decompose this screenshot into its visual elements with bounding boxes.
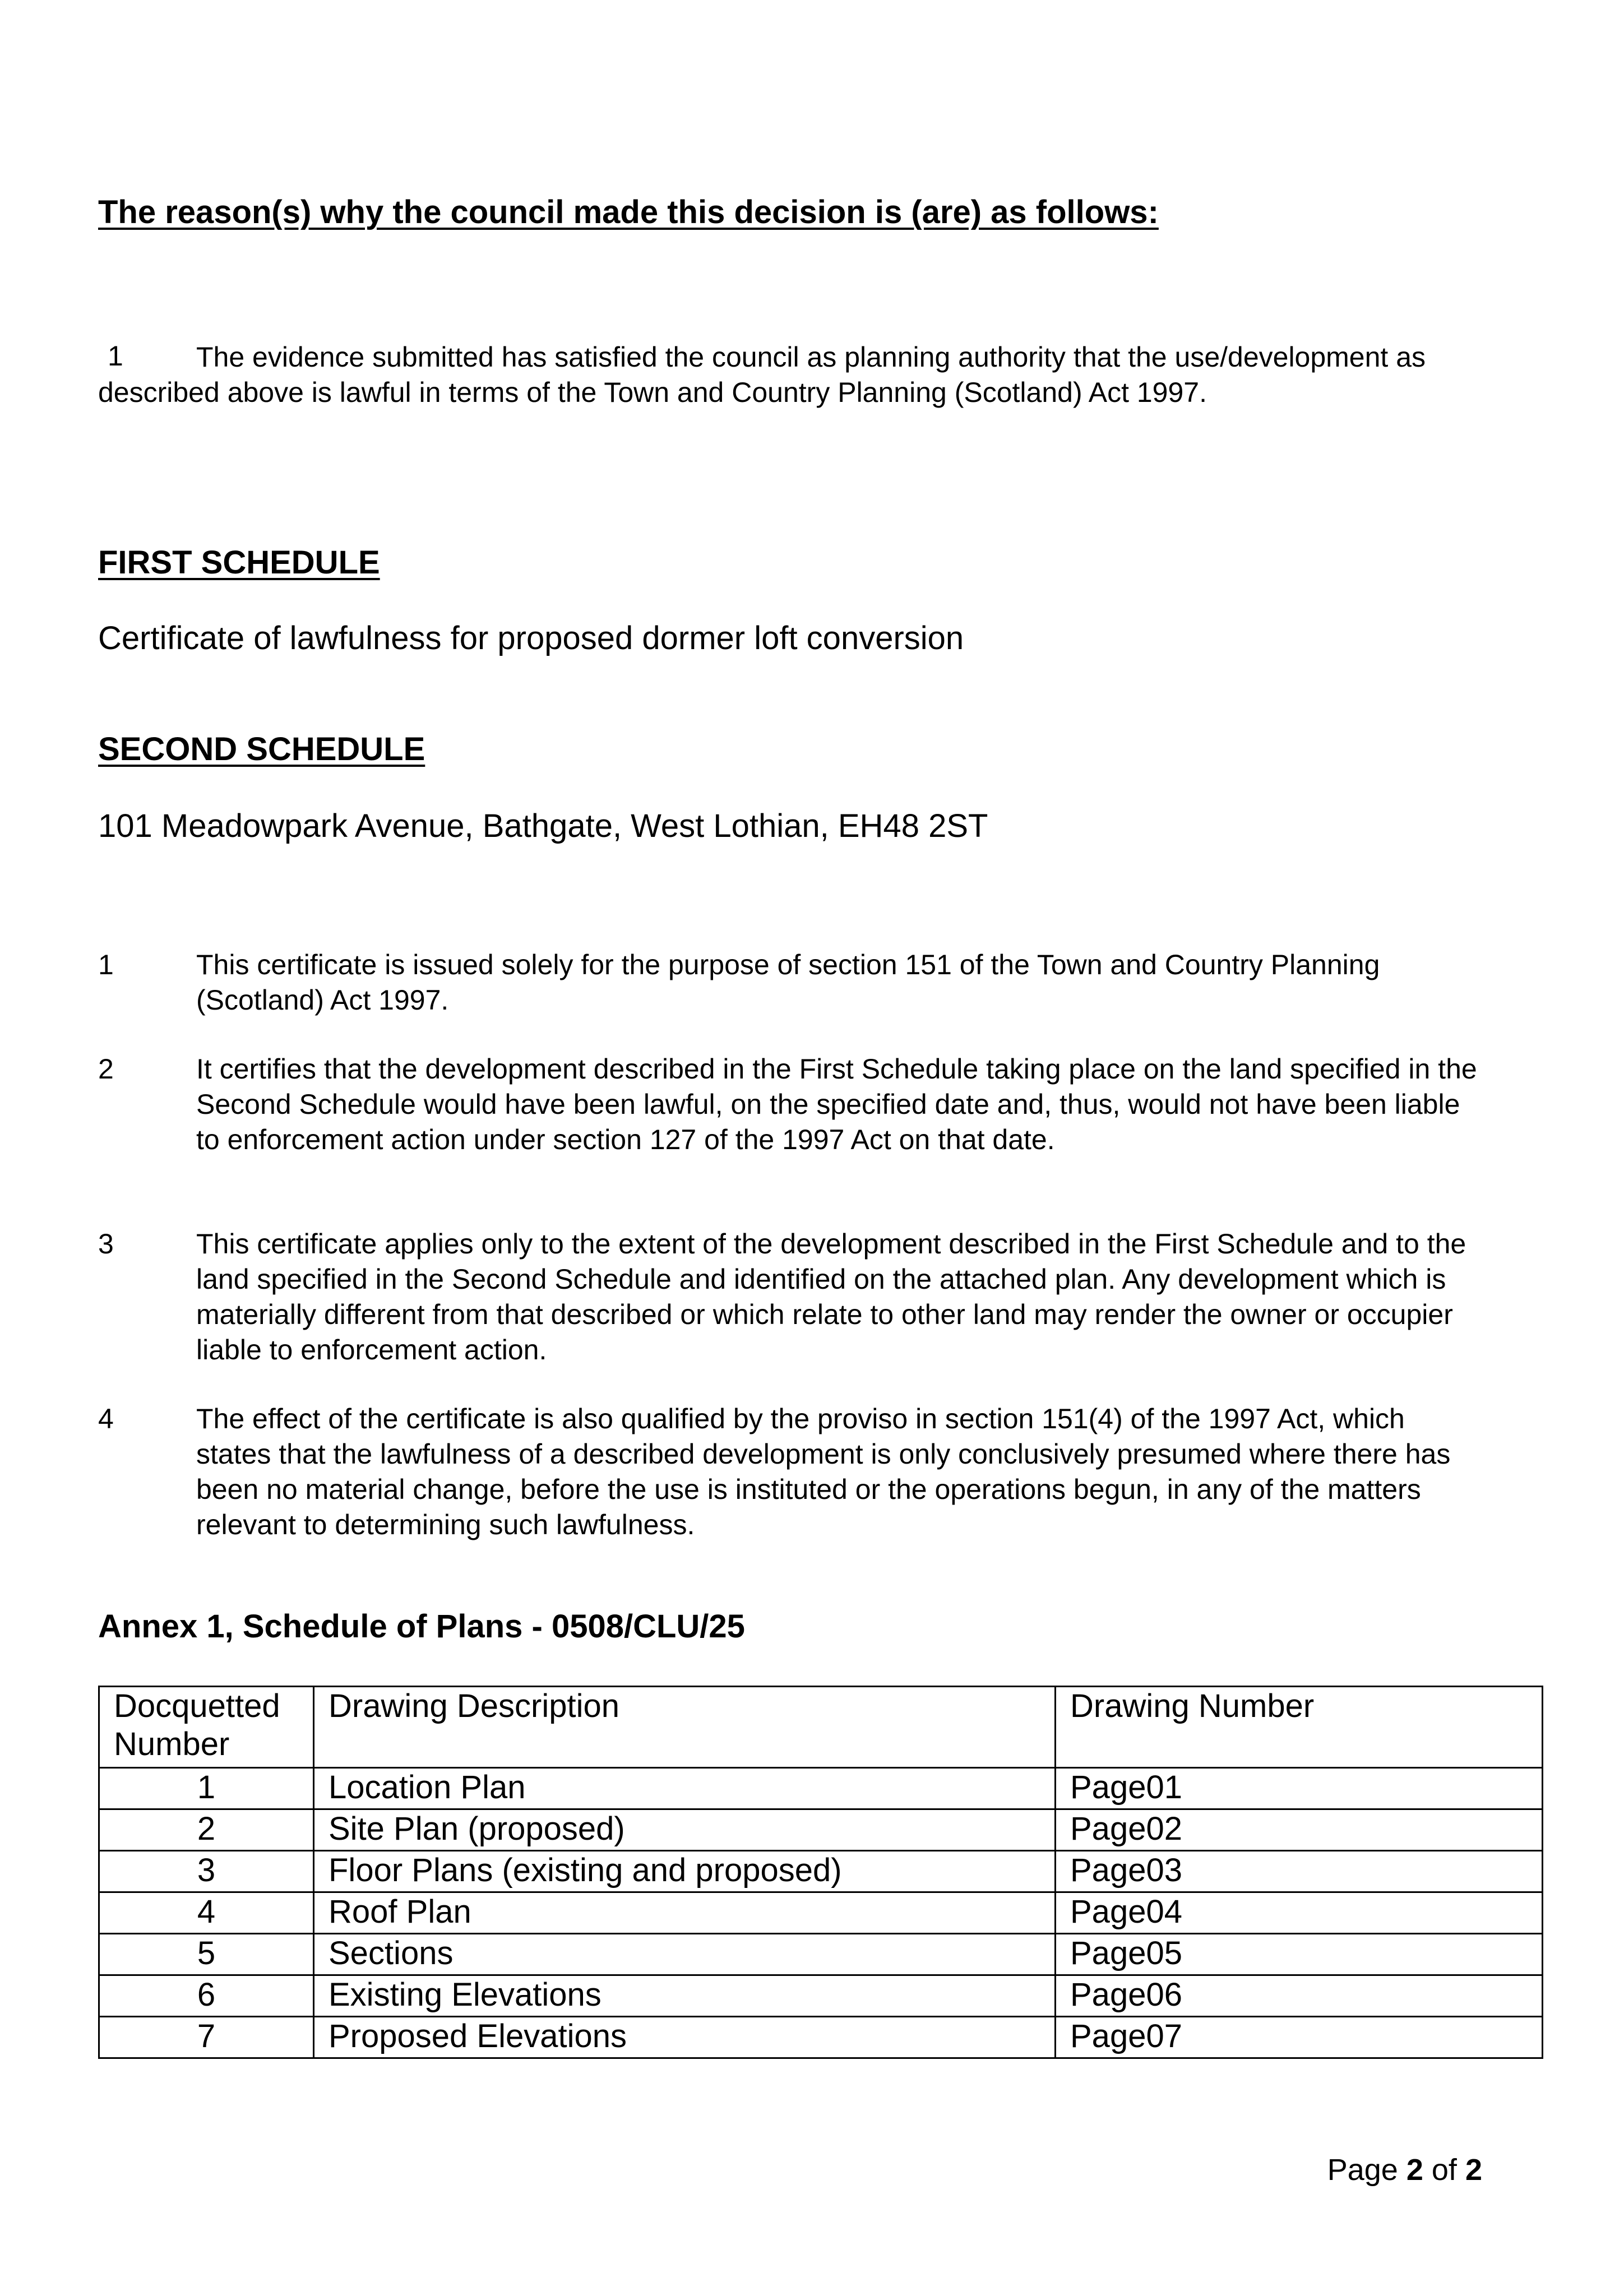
page-current: 2: [1406, 2153, 1423, 2187]
header-docquetted-number: Docquetted Number: [99, 1687, 314, 1768]
reasons-heading: The reason(s) why the council made this decision is (are) as follows:: [98, 194, 1159, 230]
drawing-number-cell: Page04: [1056, 1892, 1543, 1934]
annex-title: Annex 1, Schedule of Plans - 0508/CLU/25: [98, 1608, 745, 1645]
docquetted-number-cell: 2: [99, 1809, 314, 1851]
drawing-description-cell: Roof Plan: [314, 1892, 1056, 1934]
reason-number: 1: [108, 340, 123, 372]
drawing-number-cell: Page03: [1056, 1851, 1543, 1892]
condition-number: 4: [98, 1403, 114, 1434]
docquetted-number-cell: 3: [99, 1851, 314, 1892]
condition-text: This certificate is issued solely for the purpose of section 151 of the Town and Country Planning (Scotland) Act 1997.: [196, 949, 1380, 1016]
condition-number: 1: [98, 949, 114, 980]
page-number-footer: [1327, 2152, 1482, 2187]
table-row: [99, 2017, 1543, 2058]
condition-text: This certificate applies only to the extent of the development described in the First Schedule and to the land specified in the Second Schedule and identified on the attached plan. Any development which is materially different from that described or which relate to other land may render the owner or occupier liable to enforcement action.: [196, 1228, 1466, 1365]
condition-number: 3: [98, 1228, 114, 1260]
docquetted-number-cell: 7: [99, 2017, 314, 2058]
header-drawing-number: Drawing Number: [1056, 1687, 1543, 1768]
docquetted-number-cell: 5: [99, 1934, 314, 1975]
table-header-row: [99, 1687, 1543, 1768]
drawing-description-cell: Floor Plans (existing and proposed): [314, 1851, 1056, 1892]
second-schedule-heading: SECOND SCHEDULE: [98, 731, 425, 767]
drawing-number-cell: Page06: [1056, 1975, 1543, 2017]
condition-number: 2: [98, 1053, 114, 1085]
docquetted-number-cell: 6: [99, 1975, 314, 2017]
drawing-number-cell: Page05: [1056, 1934, 1543, 1975]
condition-text: It certifies that the development described in the First Schedule taking place on the land specified in the Second Schedule would have been lawful, on the specified date and, thus, would not have been liable to enforcement action under section 127 of the 1997 Act on that date.: [196, 1053, 1477, 1155]
page-word: Page: [1327, 2153, 1398, 2187]
condition-text: The effect of the certificate is also qualified by the proviso in section 151(4) of the 1997 Act, which states that the lawfulness of a described development is only conclusively presumed where there has been no material change, before the use is instituted or the operations begun, in any of the matters relevant to determining such lawfulness.: [196, 1403, 1451, 1540]
table-row: [99, 1892, 1543, 1934]
docquetted-number-cell: 1: [99, 1768, 314, 1809]
table-row: [99, 1768, 1543, 1809]
header-drawing-description: Drawing Description: [314, 1687, 1056, 1768]
second-schedule-text: 101 Meadowpark Avenue, Bathgate, West Lothian, EH48 2ST: [98, 808, 988, 844]
drawing-description-cell: Proposed Elevations: [314, 2017, 1056, 2058]
drawing-number-cell: Page01: [1056, 1768, 1543, 1809]
drawing-number-cell: Page07: [1056, 2017, 1543, 2058]
drawing-number-cell: Page02: [1056, 1809, 1543, 1851]
table-row: [99, 1975, 1543, 2017]
drawing-description-cell: Location Plan: [314, 1768, 1056, 1809]
first-schedule-heading: FIRST SCHEDULE: [98, 544, 380, 581]
schedule-of-plans-table: [98, 1686, 1543, 2059]
table-row: [99, 1851, 1543, 1892]
drawing-description-cell: Existing Elevations: [314, 1975, 1056, 2017]
table-row: [99, 1809, 1543, 1851]
table-row: [99, 1934, 1543, 1975]
page-total: 2: [1465, 2153, 1482, 2187]
reason-text: The evidence submitted has satisfied the council as planning authority that the use/development as described above is lawful in terms of the Town and Country Planning (Scotland) Act 1997.: [98, 341, 1426, 408]
first-schedule-text: Certificate of lawfulness for proposed dormer loft conversion: [98, 620, 964, 656]
docquetted-number-cell: 4: [99, 1892, 314, 1934]
drawing-description-cell: Sections: [314, 1934, 1056, 1975]
of-word: of: [1431, 2153, 1457, 2187]
drawing-description-cell: Site Plan (proposed): [314, 1809, 1056, 1851]
